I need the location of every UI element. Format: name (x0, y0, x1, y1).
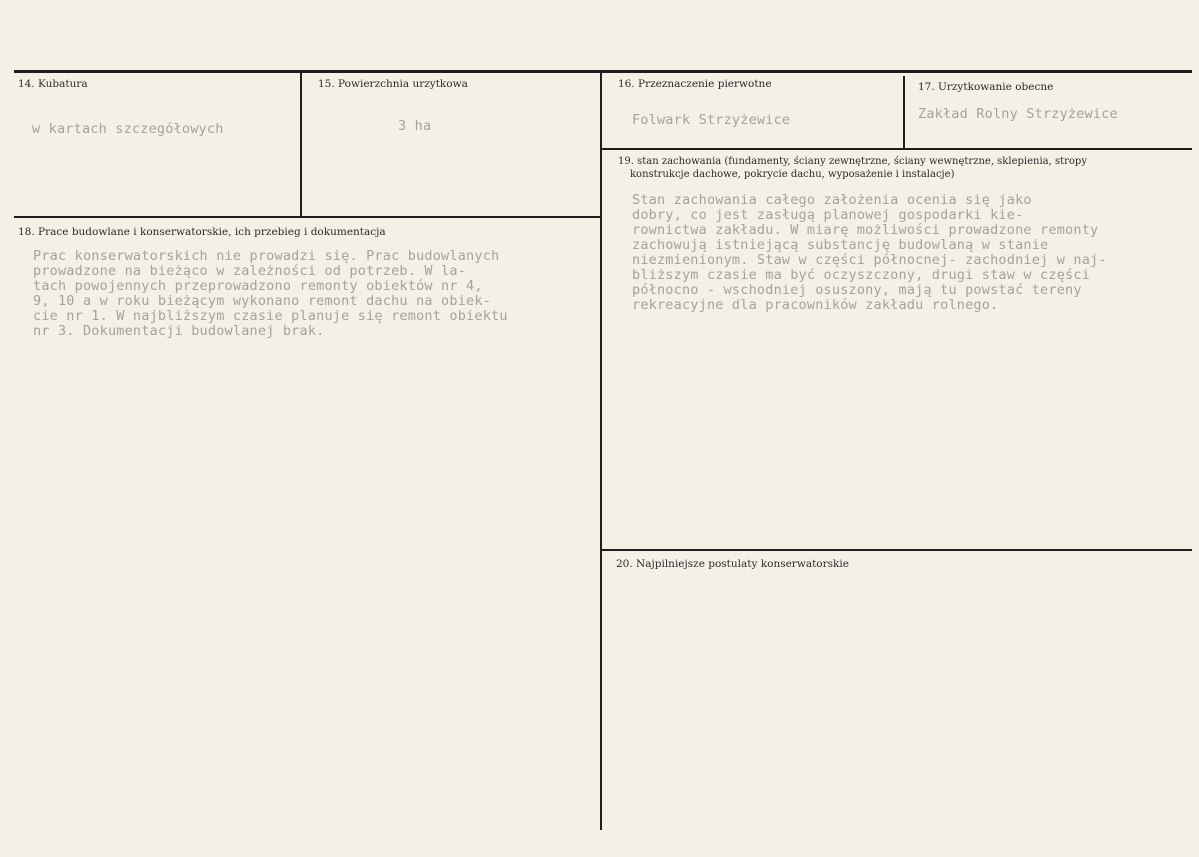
field-19-text (632, 193, 1107, 313)
field-15-value: 3 ha (398, 118, 432, 134)
field-18-line: cie nr 1. W najbliższym czasie planuje się remont obiektu (33, 308, 508, 324)
field-19-label: 19. stan zachowania (fundamenty, ściany zewnętrzne, ściany wewnętrzne, sklepienia, stropy (618, 156, 1087, 167)
divider-16-17 (903, 76, 905, 148)
field-15-label: 15. Powierzchnia urzytkowa (318, 78, 468, 90)
field-20-label: 20. Najpilniejsze postulaty konserwatorskie (616, 558, 849, 570)
field-19-line: niezmienionym. Staw w części północnej- zachodniej w naj- (632, 252, 1107, 268)
field-19-label-continued: konstrukcje dachowe, pokrycie dachu, wyposażenie i instalacje) (630, 169, 955, 180)
field-18-label: 18. Prace budowlane i konserwatorskie, ich przebieg i dokumentacja (18, 226, 386, 238)
rule-above-20 (602, 549, 1192, 551)
field-16-label: 16. Przeznaczenie pierwotne (618, 78, 772, 90)
rule-above-19 (602, 148, 1192, 150)
field-19-line: zachowują istniejącą substancję budowlaną w stanie (632, 237, 1049, 253)
field-16-value: Folwark Strzyżewice (632, 112, 791, 128)
field-17-value: Zakład Rolny Strzyżewice (918, 106, 1118, 122)
field-19-line: bliższym czasie ma być oczyszczony, drugi staw w części (632, 267, 1091, 283)
field-18-line: prowadzone na bieżąco w zależności od potrzeb. W la- (33, 263, 467, 279)
top-rule (14, 70, 1192, 73)
field-18-line: 9, 10 a w roku bieżącym wykonano remont dachu na obiek- (33, 293, 492, 309)
field-18-line: tach powojennych przeprowadzono remonty obiektów nr 4, (33, 278, 483, 294)
field-19-line: północno - wschodniej osuszony, mają tu powstać tereny (632, 282, 1082, 298)
field-14-label: 14. Kubatura (18, 78, 88, 90)
divider-14-15 (300, 72, 302, 217)
field-19-line: rekreacyjne dla pracowników zakładu rolnego. (632, 297, 999, 313)
field-18-text (33, 249, 508, 339)
field-19-line: Stan zachowania całego założenia ocenia się jako (632, 192, 1032, 208)
field-19-line: rownictwa zakładu. W miarę możliwości prowadzone remonty (632, 222, 1099, 238)
field-14-value: w kartach szczegółowych (32, 121, 224, 137)
rule-above-18 (14, 216, 602, 218)
field-19-line: dobry, co jest zasługą planowej gospodarki kie- (632, 207, 1024, 223)
field-18-line: nr 3. Dokumentacji budowlanej brak. (33, 323, 325, 339)
field-18-line: Prac konserwatorskich nie prowadzi się. Prac budowlanych (33, 248, 500, 264)
divider-left-right (600, 72, 602, 830)
field-17-label: 17. Urzytkowanie obecne (918, 81, 1054, 93)
